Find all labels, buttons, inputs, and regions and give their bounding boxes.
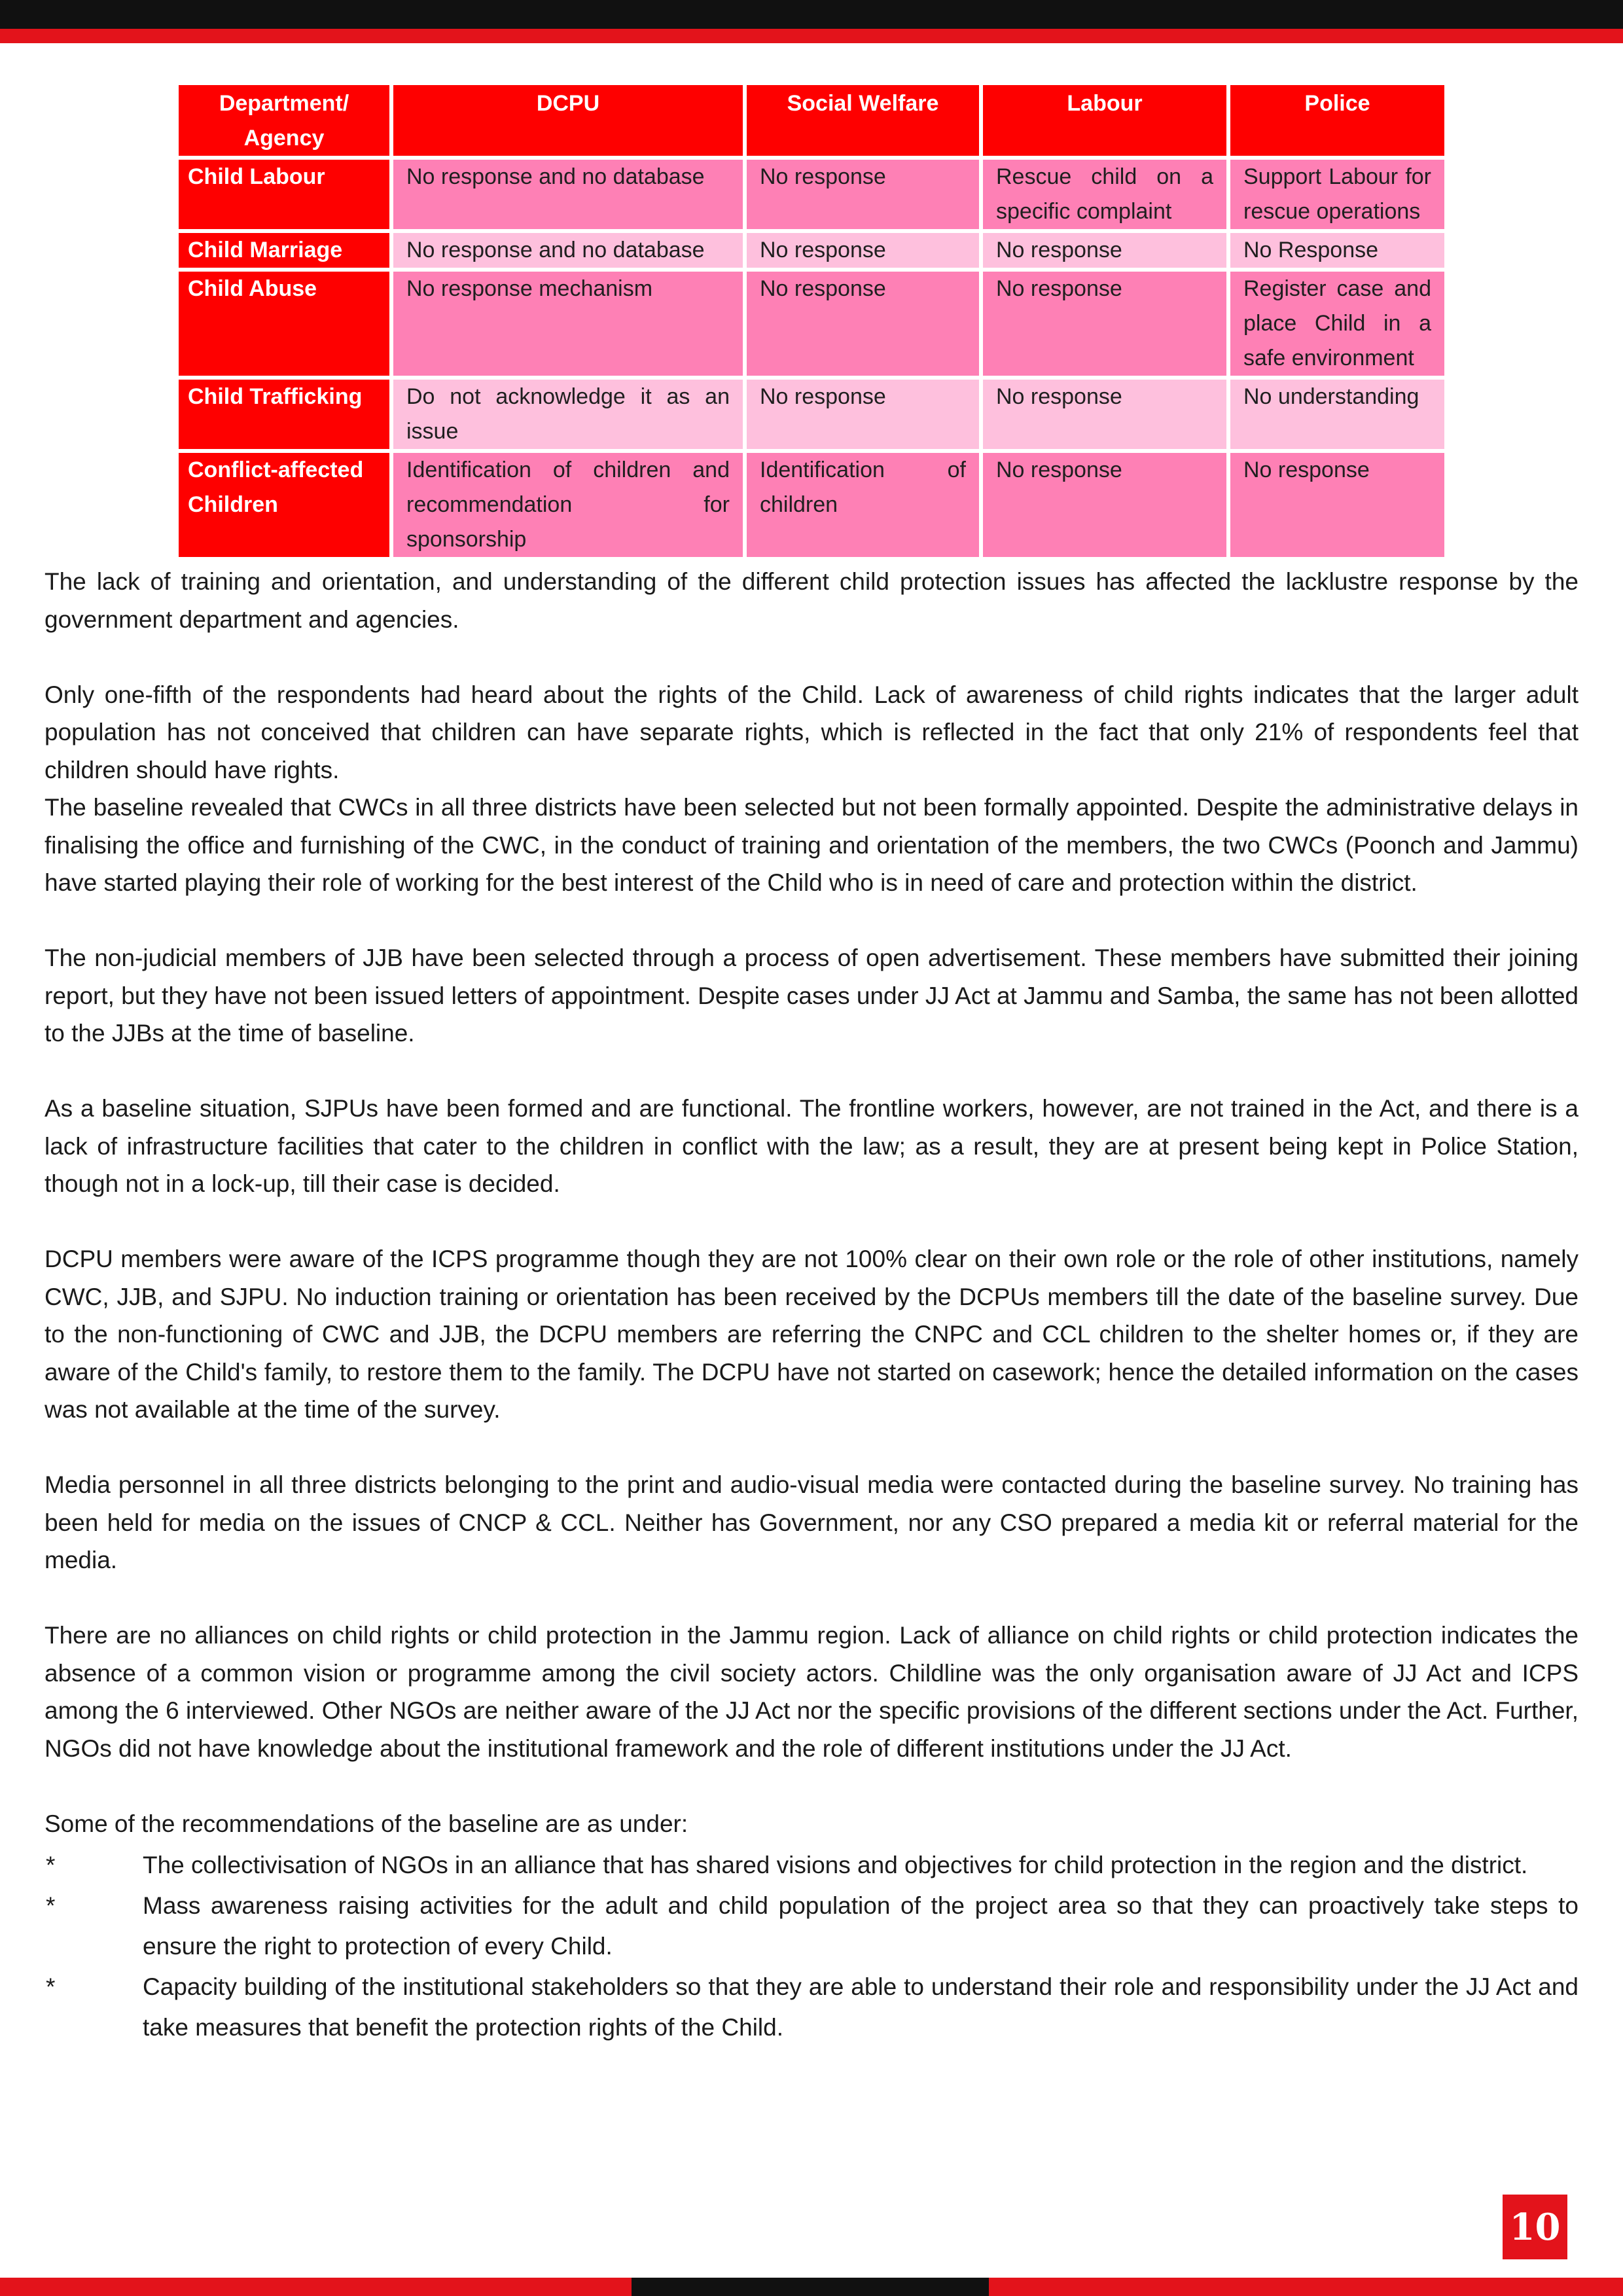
bullet-marker: * [46, 1892, 56, 1919]
page-number-badge: 10 [1503, 2195, 1567, 2259]
list-item-text: The collectivisation of NGOs in an alliance that has shared visions and objectives for child protection in the region and the district. [143, 1852, 1528, 1878]
cell-dcpu: Do not acknowledge it as an issue [393, 380, 743, 449]
table-row [179, 160, 1444, 229]
cell-police: Support Labour for rescue operations [1230, 160, 1444, 229]
cell-labour: No response [983, 272, 1226, 376]
paragraph: Media personnel in all three districts belonging to the print and audio-visual media were contacted during the baseline survey. No training has been held for media on the issues of CNCP & CCL. Neither has Government, nor any CSO prepared a media kit or referral material for the media. [45, 1471, 1578, 1573]
paragraph: As a baseline situation, SJPUs have been formed and are functional. The frontline workers, however, are not trained in the Act, and there is a lack of infrastructure facilities that cater to the children in conflict with the law; as a result, they are at present being kept in Police Station, though not in a lock-up, till their case is decided. [45, 1095, 1578, 1197]
cell-social-welfare: No response [747, 380, 979, 449]
header-dcpu: DCPU [393, 85, 743, 156]
table-row [179, 380, 1444, 449]
header-police: Police [1230, 85, 1444, 156]
paragraph: The baseline revealed that CWCs in all three districts have been selected but not been formally appointed. Despite the administrative delays in finalising the office and furnishing of the CWC, in the conduct of training and orientation of the members, the two CWCs (Poonch and Jammu) have started playing their role of working for the best interest of the Child who is in need of care and protection within the district. [45, 794, 1578, 896]
top-red-bar [0, 29, 1623, 43]
cell-social-welfare: Identification of children [747, 453, 979, 557]
cell-dcpu: Identification of children and recommendation for sponsorship [393, 453, 743, 557]
body-text [45, 563, 1578, 2048]
row-issue: Conflict-affected Children [179, 453, 389, 557]
cell-labour: No response [983, 453, 1226, 557]
paragraph: There are no alliances on child rights or child protection in the Jammu region. Lack of alliance on child rights or child protection indicates the absence of a common vision or programme among the civil society actors. Childline was the only organisation aware of JJ Act and ICPS among the 6 interviewed. Other NGOs are neither aware of the JJ Act nor the specific provisions of the different sections under the Act. Further, NGOs did not have knowledge about the institutional framework and the role of different institutions under the JJ Act. [45, 1622, 1578, 1762]
table-row [179, 453, 1444, 557]
cell-labour: No response [983, 380, 1226, 449]
recommendations-intro: Some of the recommendations of the baseline are as under: [45, 1810, 688, 1837]
cell-dcpu: No response and no database [393, 160, 743, 229]
cell-social-welfare: No response [747, 233, 979, 268]
bottom-black-bar [632, 2278, 989, 2296]
cell-dcpu: No response mechanism [393, 272, 743, 376]
cell-police: Register case and place Child in a safe environment [1230, 272, 1444, 376]
cell-police: No Response [1230, 233, 1444, 268]
row-issue: Child Abuse [179, 272, 389, 376]
cell-social-welfare: No response [747, 272, 979, 376]
cell-police: No response [1230, 453, 1444, 557]
list-item-text: Mass awareness raising activities for the adult and child population of the project area so that they can proactively take steps to ensure the right to protection of every Child. [143, 1892, 1578, 1960]
header-department: Department/ Agency [179, 85, 389, 156]
row-issue: Child Marriage [179, 233, 389, 268]
table-row [179, 272, 1444, 376]
paragraph: DCPU members were aware of the ICPS programme though they are not 100% clear on their own role or the role of other institutions, namely CWC, JJB, and SJPU. No induction training or orientation has been received by the DCPUs members till the date of the baseline survey. Due to the non-functioning of CWC and JJB, the DCPU members are referring the CNPC and CCL children to the shelter homes or, if they are aware of the Child's family, to restore them to the family. The DCPU have not started on casework; hence the detailed information on the cases was not available at the time of the survey. [45, 1246, 1578, 1423]
cell-labour: No response [983, 233, 1226, 268]
list-item-text: Capacity building of the institutional stakeholders so that they are able to understand their role and responsibility under the JJ Act and take measures that benefit the protection rights of the Child. [143, 1973, 1578, 2041]
table-row [179, 233, 1444, 268]
cell-dcpu: No response and no database [393, 233, 743, 268]
paragraph: The lack of training and orientation, and understanding of the different child protection issues has affected the lacklustre response by the government department and agencies. [45, 568, 1578, 633]
paragraph: Only one-fifth of the respondents had heard about the rights of the Child. Lack of awareness of child rights indicates that the larger adult population has not conceived that children can have separate rights, which is reflected in the fact that only 21% of respondents feel that children should have rights. [45, 681, 1578, 783]
cell-labour: Rescue child on a specific complaint [983, 160, 1226, 229]
header-social-welfare: Social Welfare [747, 85, 979, 156]
bullet-marker: * [46, 1973, 56, 2000]
row-issue: Child Labour [179, 160, 389, 229]
recommendations-list [45, 1845, 1578, 2048]
header-labour: Labour [983, 85, 1226, 156]
list-item [45, 1845, 1578, 1886]
table-header-row [179, 85, 1444, 156]
top-black-bar [0, 0, 1623, 29]
response-matrix-table [175, 81, 1448, 561]
bullet-marker: * [46, 1852, 56, 1878]
list-item [45, 1886, 1578, 1967]
list-item [45, 1967, 1578, 2048]
paragraph: The non-judicial members of JJB have been selected through a process of open advertisement. These members have submitted their joining report, but they have not been issued letters of appointment. Despite cases under JJ Act at Jammu and Samba, the same has not been allotted to the JJBs at the time of baseline. [45, 944, 1578, 1047]
cell-social-welfare: No response [747, 160, 979, 229]
row-issue: Child Trafficking [179, 380, 389, 449]
cell-police: No understanding [1230, 380, 1444, 449]
